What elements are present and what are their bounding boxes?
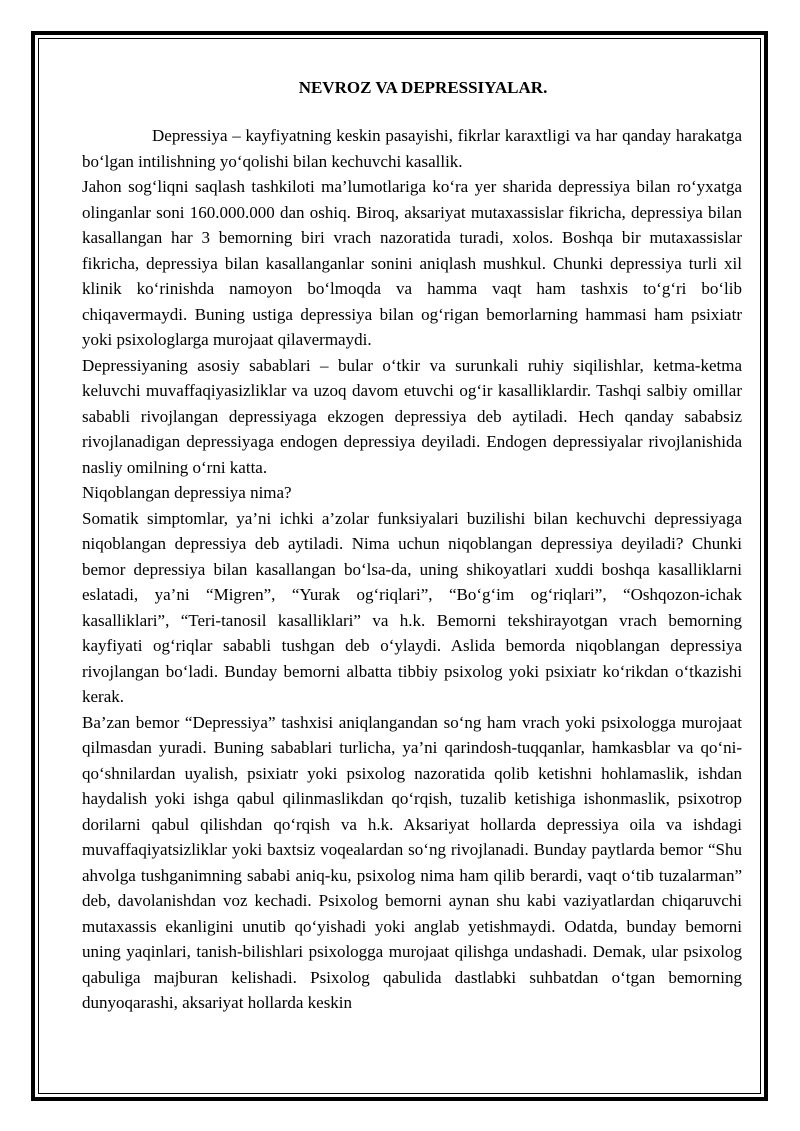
paragraph-causes: Depressiyaning asosiy sabablari – bular o‘tkir va surunkali ruhiy siqilishlar, ketma-ketma keluvchi muvaffaqiyasizliklar va uzoq davom etuvchi og‘ir kasalliklardir. Tashqi salbiy omillar sababli rivojlangan depressiyaga ekzogen depressiya deb aytiladi. Hech qanday sababsiz rivojlanadigan depressiyaga endogen depressiya deyiladi. Endogen depressiyalar rivojlanishida nasliy omilning o‘rni katta. [82,355,742,477]
paragraph-question: Niqoblangan depressiya nima? [82,483,292,502]
paragraph-statistics: Jahon sog‘liqni saqlash tashkiloti ma’lumotlariga ko‘ra yer sharida depressiya bilan ro‘yxatga olinganlar soni 160.000.000 dan oshiq. Biroq, aksariyat mutaxassislar fikricha, depressiya bilan kasallangan har 3 bemorning biri vrach nazoratida turadi, xolos. Boshqa bir mutaxassislar fikricha, depressiya bilan kasallanganlar sonini aniqlash mushkul. Chunki depressiya turli xil klinik ko‘rinishda namoyon bo‘lmoqda va hamma vaqt ham tashxis to‘g‘ri bo‘lib chiqavermaydi. Buning ustiga depressiya bilan og‘rigan bemorlarning hammasi ham psixiatr yoki psixologlarga murojaat qilavermaydi. [82,177,742,349]
document-body [82,78,742,1016]
paragraph-masked-depression: Somatik simptomlar, ya’ni ichki a’zolar funksiyalari buzilishi bilan kechuvchi depressiyaga niqoblangan depressiya deb aytiladi. Nima uchun niqoblangan depressiya deyiladi? Chunki bemor depressiya bilan kasallangan bo‘lsa-da, uning shikoyatlari xuddi boshqa kasalliklarni eslatadi, ya’ni “Migren”, “Yurak og‘riqlari”, “Bo‘g‘im og‘riqlari”, “Oshqozon-ichak kasalliklari”, “Teri-tanosil kasalliklari” va h.k. Bemorni tekshirayotgan vrach bemorning kayfiyati og‘riqlar sababli tushgan deb o‘ylaydi. Aslida bemorda niqoblangan depressiya rivojlangan bo‘ladi. Bunday bemorni albatta tibbiy psixolog yoki psixiatr ko‘rikdan o‘tkazishi kerak. [82,508,742,706]
paragraph-avoidance: Ba’zan bemor “Depressiya” tashxisi aniqlangandan so‘ng ham vrach yoki psixologga murojaat qilmasdan yuradi. Buning sabablari turlicha, ya’ni qarindosh-tuqqanlar, hamkasblar va qo‘ni-qo‘shnilardan uyalish, psixiatr yoki psixolog nazoratida qolib ketishni hohlamaslik, ishdan haydalish yoki ishga qabul qilinmaslikdan qo‘rqish, tuzalib ketishiga ishonmaslik, psixotrop dorilarni qabul qilishdan qo‘rqish va h.k. Aksariyat hollarda depressiya oila va ishdagi muvaffaqiyatsizliklar yoki baxtsiz voqealardan so‘ng rivojlanadi. Bunday paytlarda bemor “Shu ahvolga tushganimning sababi aniq-ku, psixolog nima ham qilib berardi, vaqt o‘tib tuzalarman” deb, davolanishdan voz kechadi. Psixolog bemorni aynan shu kabi vaziyatlardan chiqaruvchi mutaxassis ekanligini unutib qo‘yishadi yoki anglab yetishmaydi. Odatda, bunday bemorni uning yaqinlari, tanish-bilishlari psixologga murojaat qilishga undashadi. Demak, ular psixolog qabuliga majburan kelishadi. Psixolog qabulida dastlabki suhbatdan o‘tgan bemorning dunyoqarashi, aksariyat hollarda keskin [82,712,742,1012]
paragraph-definition: Depressiya – kayfiyatning keskin pasayishi, fikrlar karaxtligi va har qanday harakatga bo‘lgan intilishning yo‘qolishi bilan kechuvchi kasallik. [82,126,742,171]
document-title: NEVROZ VA DEPRESSIYALAR. [298,78,548,97]
